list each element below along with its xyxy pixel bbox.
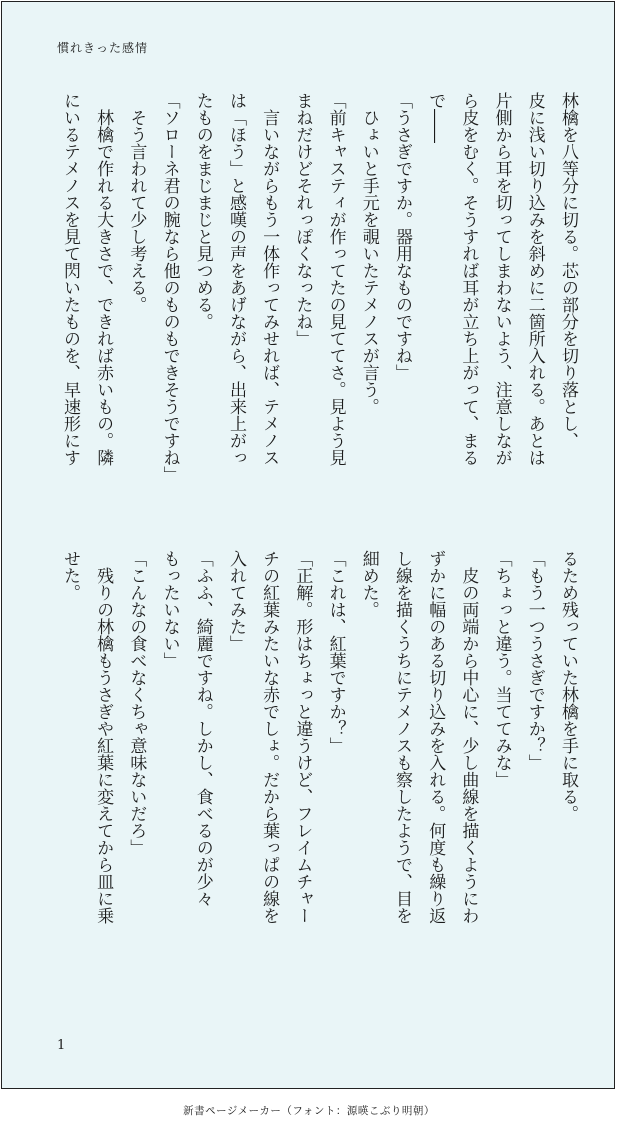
text-line: 細めた。 [358,550,379,618]
text-line: で―― [425,92,446,143]
text-line: 皮に浅い切り込みを斜めに二箇所入れる。あとは [524,92,545,466]
text-line: 「うさぎですか。器用なものですね」 [391,92,412,381]
page-number: 1 [57,1038,66,1053]
text-line: もったいない」 [159,550,180,669]
text-line: 「ちょっと違う。当ててみな」 [491,550,512,788]
text-line: 言いながらもう一体作ってみせれば、テメノス [259,109,280,466]
text-column-bottom [54,550,584,992]
text-line: 林檎を八等分に切る。芯の部分を切り落とし、 [558,92,578,449]
text-line: 残りの林檎もうさぎや紅葉に変えてから皿に乗 [93,567,114,924]
text-line: は「ほう」と感嘆の声をあげながら、出来上がっ [225,92,246,466]
text-line: 「こんなの食べなくちゃ意味ないだろ」 [126,550,147,856]
text-line: 皮の両端から中心に、少し曲線を描くようにわ [458,567,479,924]
text-line: 「ソローネ君の腕なら他のものもできそうですね」 [159,92,180,483]
text-line: 林檎で作れる大きさで、できれば赤いもの。隣 [93,109,114,466]
text-line: 入れてみた」 [225,550,246,652]
text-line: 「これは、紅葉ですか？」 [325,550,346,754]
text-line: るため残っていた林檎を手に取る。 [558,550,578,822]
text-line: ずかに幅のある切り込みを入れる。何度も繰り返 [425,550,446,924]
text-line: ら皮をむく。そうすれば耳が立ち上がって、まる [458,92,479,466]
text-column-top [54,92,584,524]
text-line: たものをまじまじと見つめる。 [192,92,213,330]
text-line: せた。 [59,550,80,601]
footer-caption: 新書ページメーカー（フォント：源暎こぶり明朝） [183,1105,435,1117]
text-line: 片側から耳を切ってしまわないよう、注意しなが [491,92,512,466]
text-line: 「前キャスティが作ってたの見ててさ。見よう見 [325,92,346,466]
text-line: にいるテメノスを見て閃いたものを、早速形にす [59,92,80,466]
text-line: そう言われて少し考える。 [126,109,147,313]
text-line: 「もう一つうさぎですか？」 [524,550,545,771]
text-line: 「正解。形はちょっと違うけど、フレイムチャー [292,550,313,924]
text-line: チの紅葉みたいな赤でしょ。だから葉っぱの線を [259,550,280,924]
text-line: 「ふふ、綺麗ですね。しかし、食べるのが少々 [192,550,213,907]
text-line: まねだけどそれっぽくなったね」 [292,92,313,347]
text-line: し線を描くうちにテメノスも察したようで、目を [391,550,412,924]
text-line: ひょいと手元を覗いたテメノスが言う。 [358,109,379,415]
running-title: 慣れきった感情 [57,41,149,55]
book-page [1,1,615,1089]
